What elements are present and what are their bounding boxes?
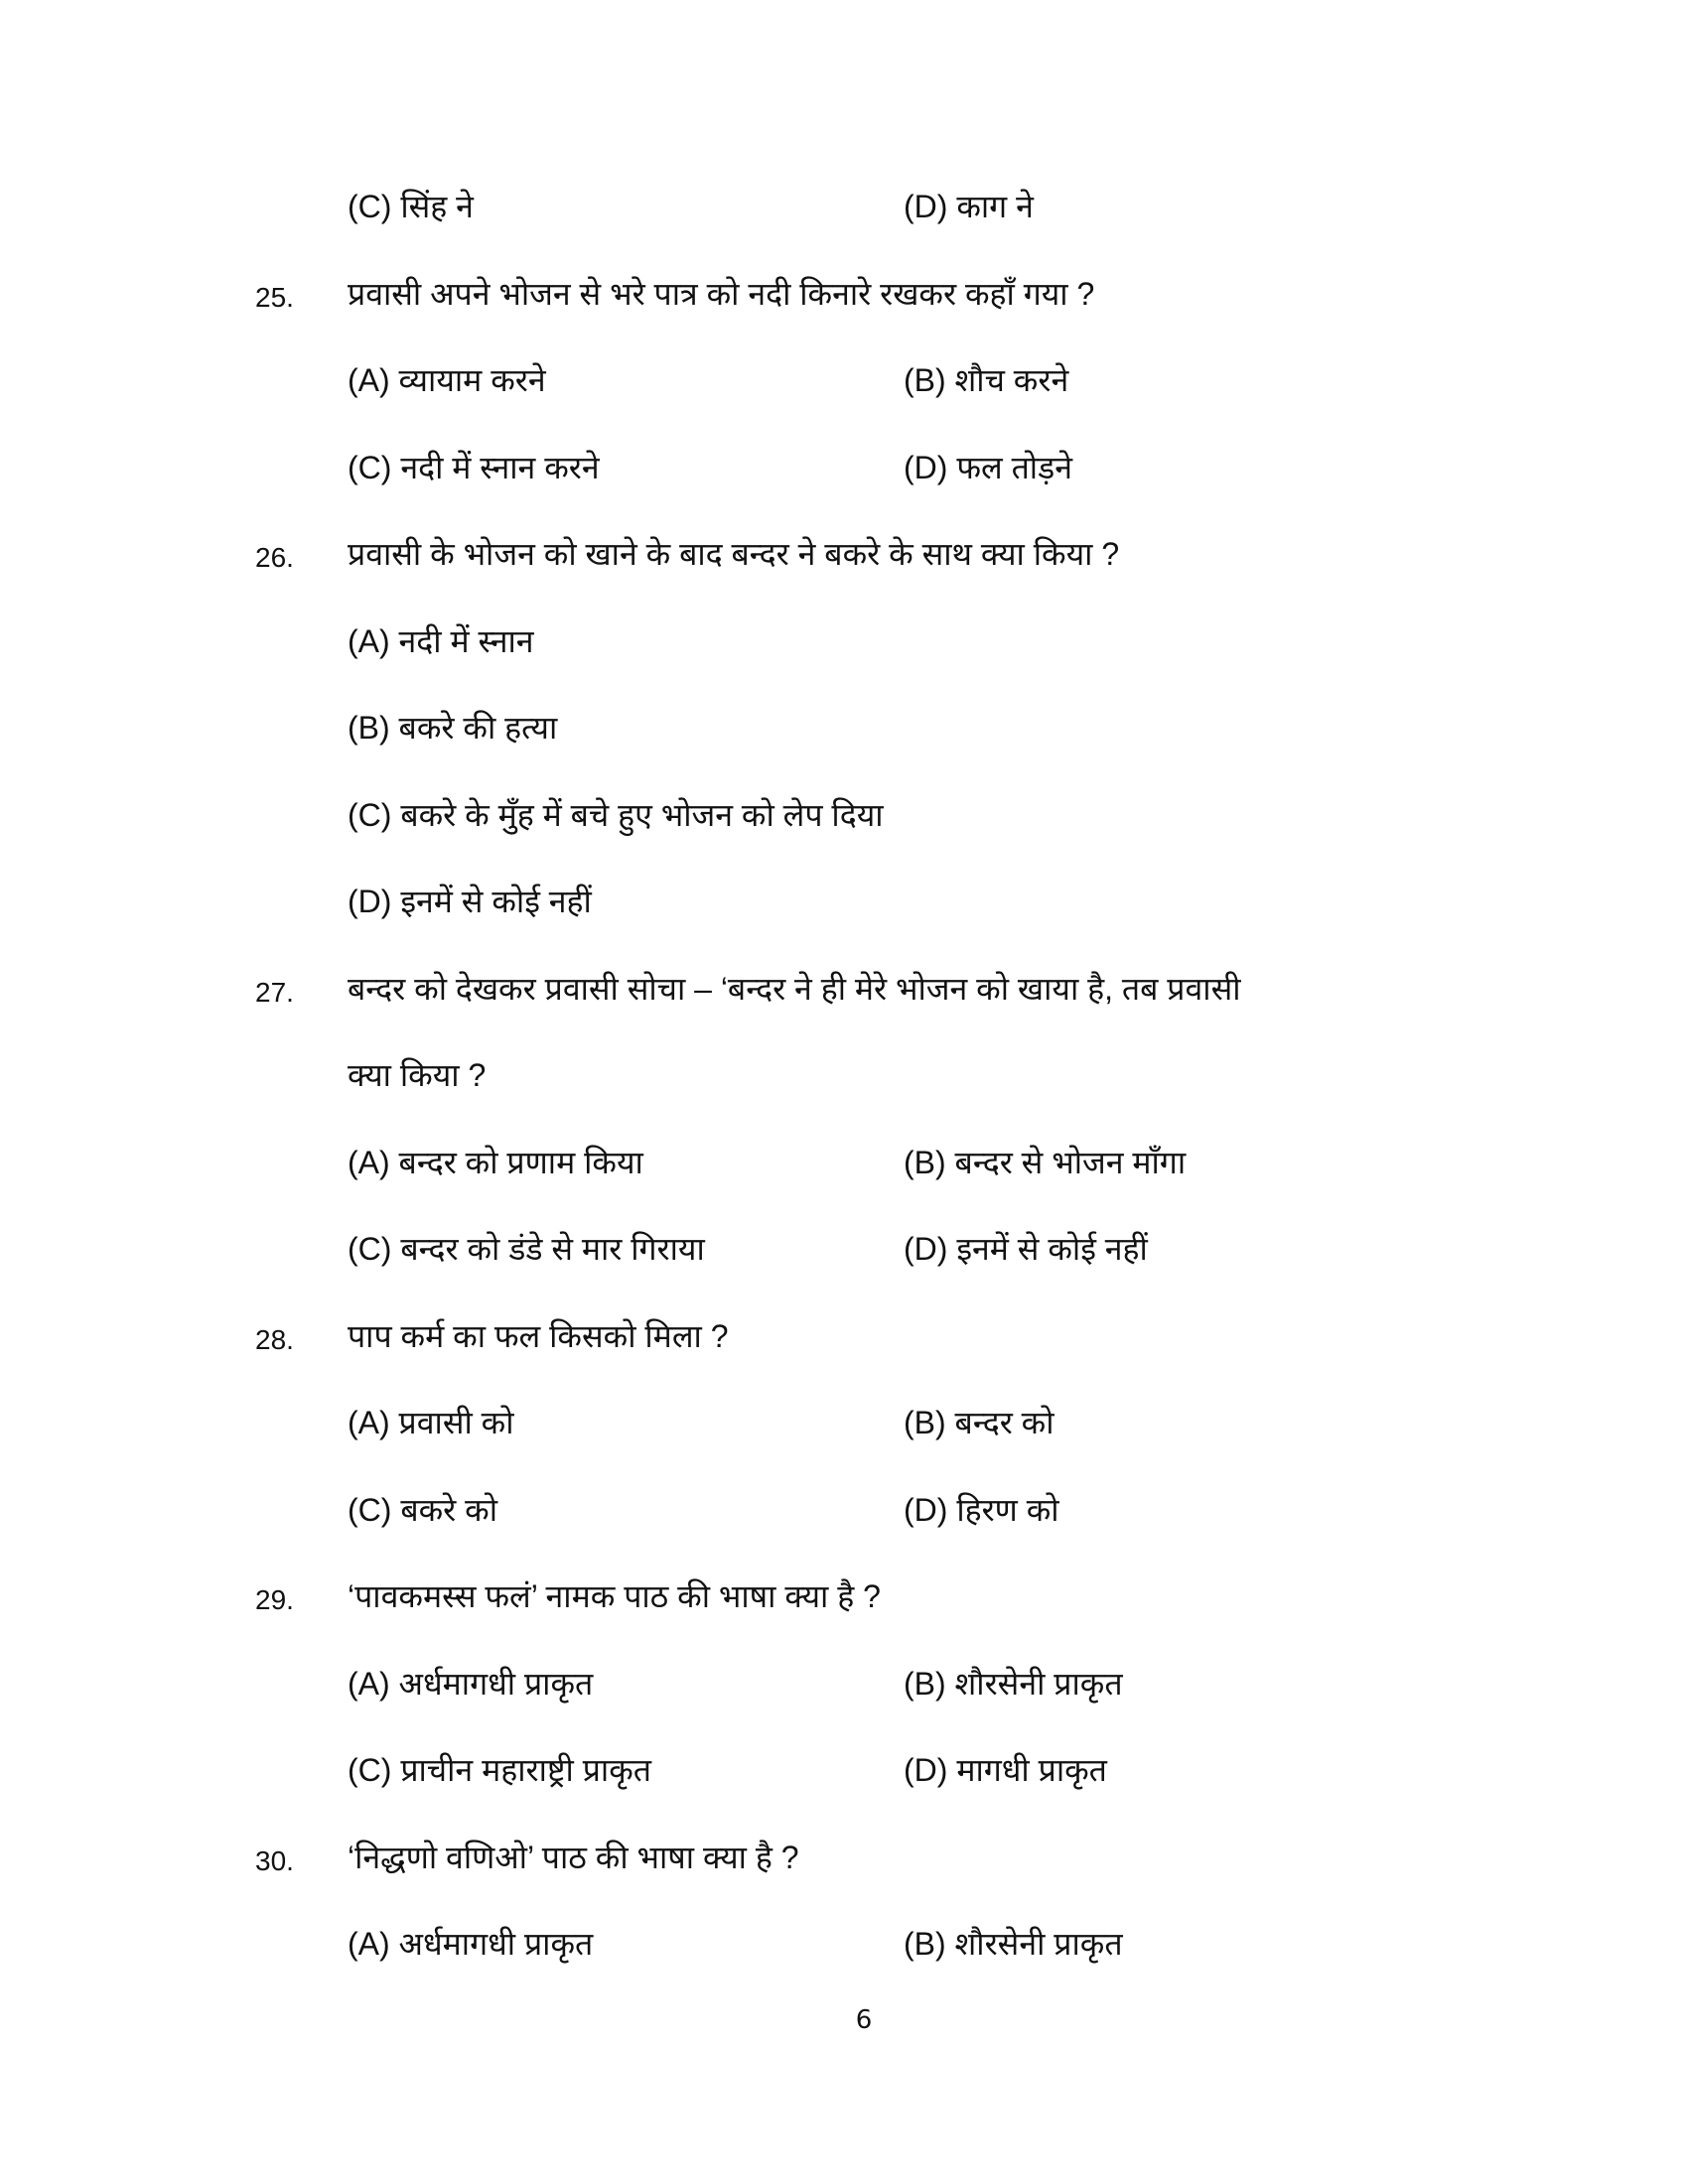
question-text: ‘पावकमस्स फलं’ नामक पाठ की भाषा क्या है ? [348, 1578, 881, 1614]
option: (A) नदी में स्नान [348, 622, 534, 659]
option: (C) बकरे को [348, 1491, 498, 1528]
question-text: ‘निद्धणो वणिओ’ पाठ की भाषा क्या है ? [348, 1839, 799, 1875]
option-row [0, 1401, 1688, 1444]
option-row [0, 446, 1688, 489]
option-row [0, 1662, 1688, 1706]
question-text: प्रवासी के भोजन को खाने के बाद बन्दर ने बकरे के साथ क्या किया ? [348, 536, 1120, 572]
option-row [0, 706, 1688, 750]
question-number: 25. [255, 281, 294, 313]
option: (A) बन्दर को प्रणाम किया [348, 1144, 643, 1180]
question-row [0, 272, 1688, 316]
option: (D) इनमें से कोई नहीं [348, 884, 592, 919]
option: (D) काग ने [904, 189, 1034, 224]
option: (A) अर्धमागधी प्राकृत [348, 1926, 594, 1962]
question-text: बन्दर को देखकर प्रवासी सोचा – ‘बन्दर ने ही मेरे भोजन को खाया है, तब प्रवासी [348, 970, 1241, 1007]
question-text: प्रवासी अपने भोजन से भरे पात्र को नदी किनारे रखकर कहाँ गया ? [348, 275, 1095, 312]
option: (C) बन्दर को डंडे से मार गिराया [348, 1231, 705, 1267]
option: (C) बकरे के मुँह में बचे हुए भोजन को लेप दिया [348, 796, 884, 833]
question-number: 30. [255, 1844, 294, 1876]
option: (A) प्रवासी को [348, 1405, 514, 1440]
option: (C) प्राचीन महाराष्ट्री प्राकृत [348, 1752, 652, 1788]
option-row [0, 793, 1688, 837]
question-text: पाप कर्म का फल किसको मिला ? [348, 1317, 729, 1354]
option-row [0, 880, 1688, 923]
question-number: 26. [255, 542, 294, 573]
option-row [0, 358, 1688, 402]
option: (B) बन्दर को [904, 1405, 1055, 1440]
option: (D) फल तोड़ने [904, 449, 1072, 485]
page-number: 6 [855, 2005, 873, 2035]
option: (B) बकरे की हत्या [348, 710, 558, 746]
option-row [0, 1141, 1688, 1184]
question-number: 28. [255, 1323, 294, 1355]
option-row [0, 1748, 1688, 1792]
option: (D) इनमें से कोई नहीं [904, 1231, 1148, 1267]
option: (B) बन्दर से भोजन माँगा [904, 1144, 1187, 1180]
option: (D) मागधी प्राकृत [904, 1752, 1107, 1788]
option: (C) नदी में स्नान करने [348, 449, 600, 485]
option: (B) शौरसेनी प्राकृत [904, 1665, 1123, 1702]
option: (A) अर्धमागधी प्राकृत [348, 1665, 594, 1702]
option: (C) सिंह ने [348, 189, 474, 224]
option-row [0, 1922, 1688, 1966]
question-row [0, 1053, 1688, 1097]
option: (A) व्यायाम करने [348, 362, 546, 398]
option-row [0, 185, 1688, 228]
option: (B) शौच करने [904, 362, 1069, 398]
question-row [0, 1574, 1688, 1618]
option-row [0, 1488, 1688, 1532]
question-number: 29. [255, 1584, 294, 1615]
option-row [0, 1227, 1688, 1271]
option-row [0, 619, 1688, 663]
question-row [0, 1836, 1688, 1879]
question-row [0, 532, 1688, 576]
option: (D) हिरण को [904, 1491, 1059, 1528]
question-text: क्या किया ? [348, 1057, 487, 1093]
question-row [0, 967, 1688, 1011]
question-row [0, 1314, 1688, 1358]
option: (B) शौरसेनी प्राकृत [904, 1926, 1123, 1962]
question-number: 27. [255, 976, 294, 1008]
